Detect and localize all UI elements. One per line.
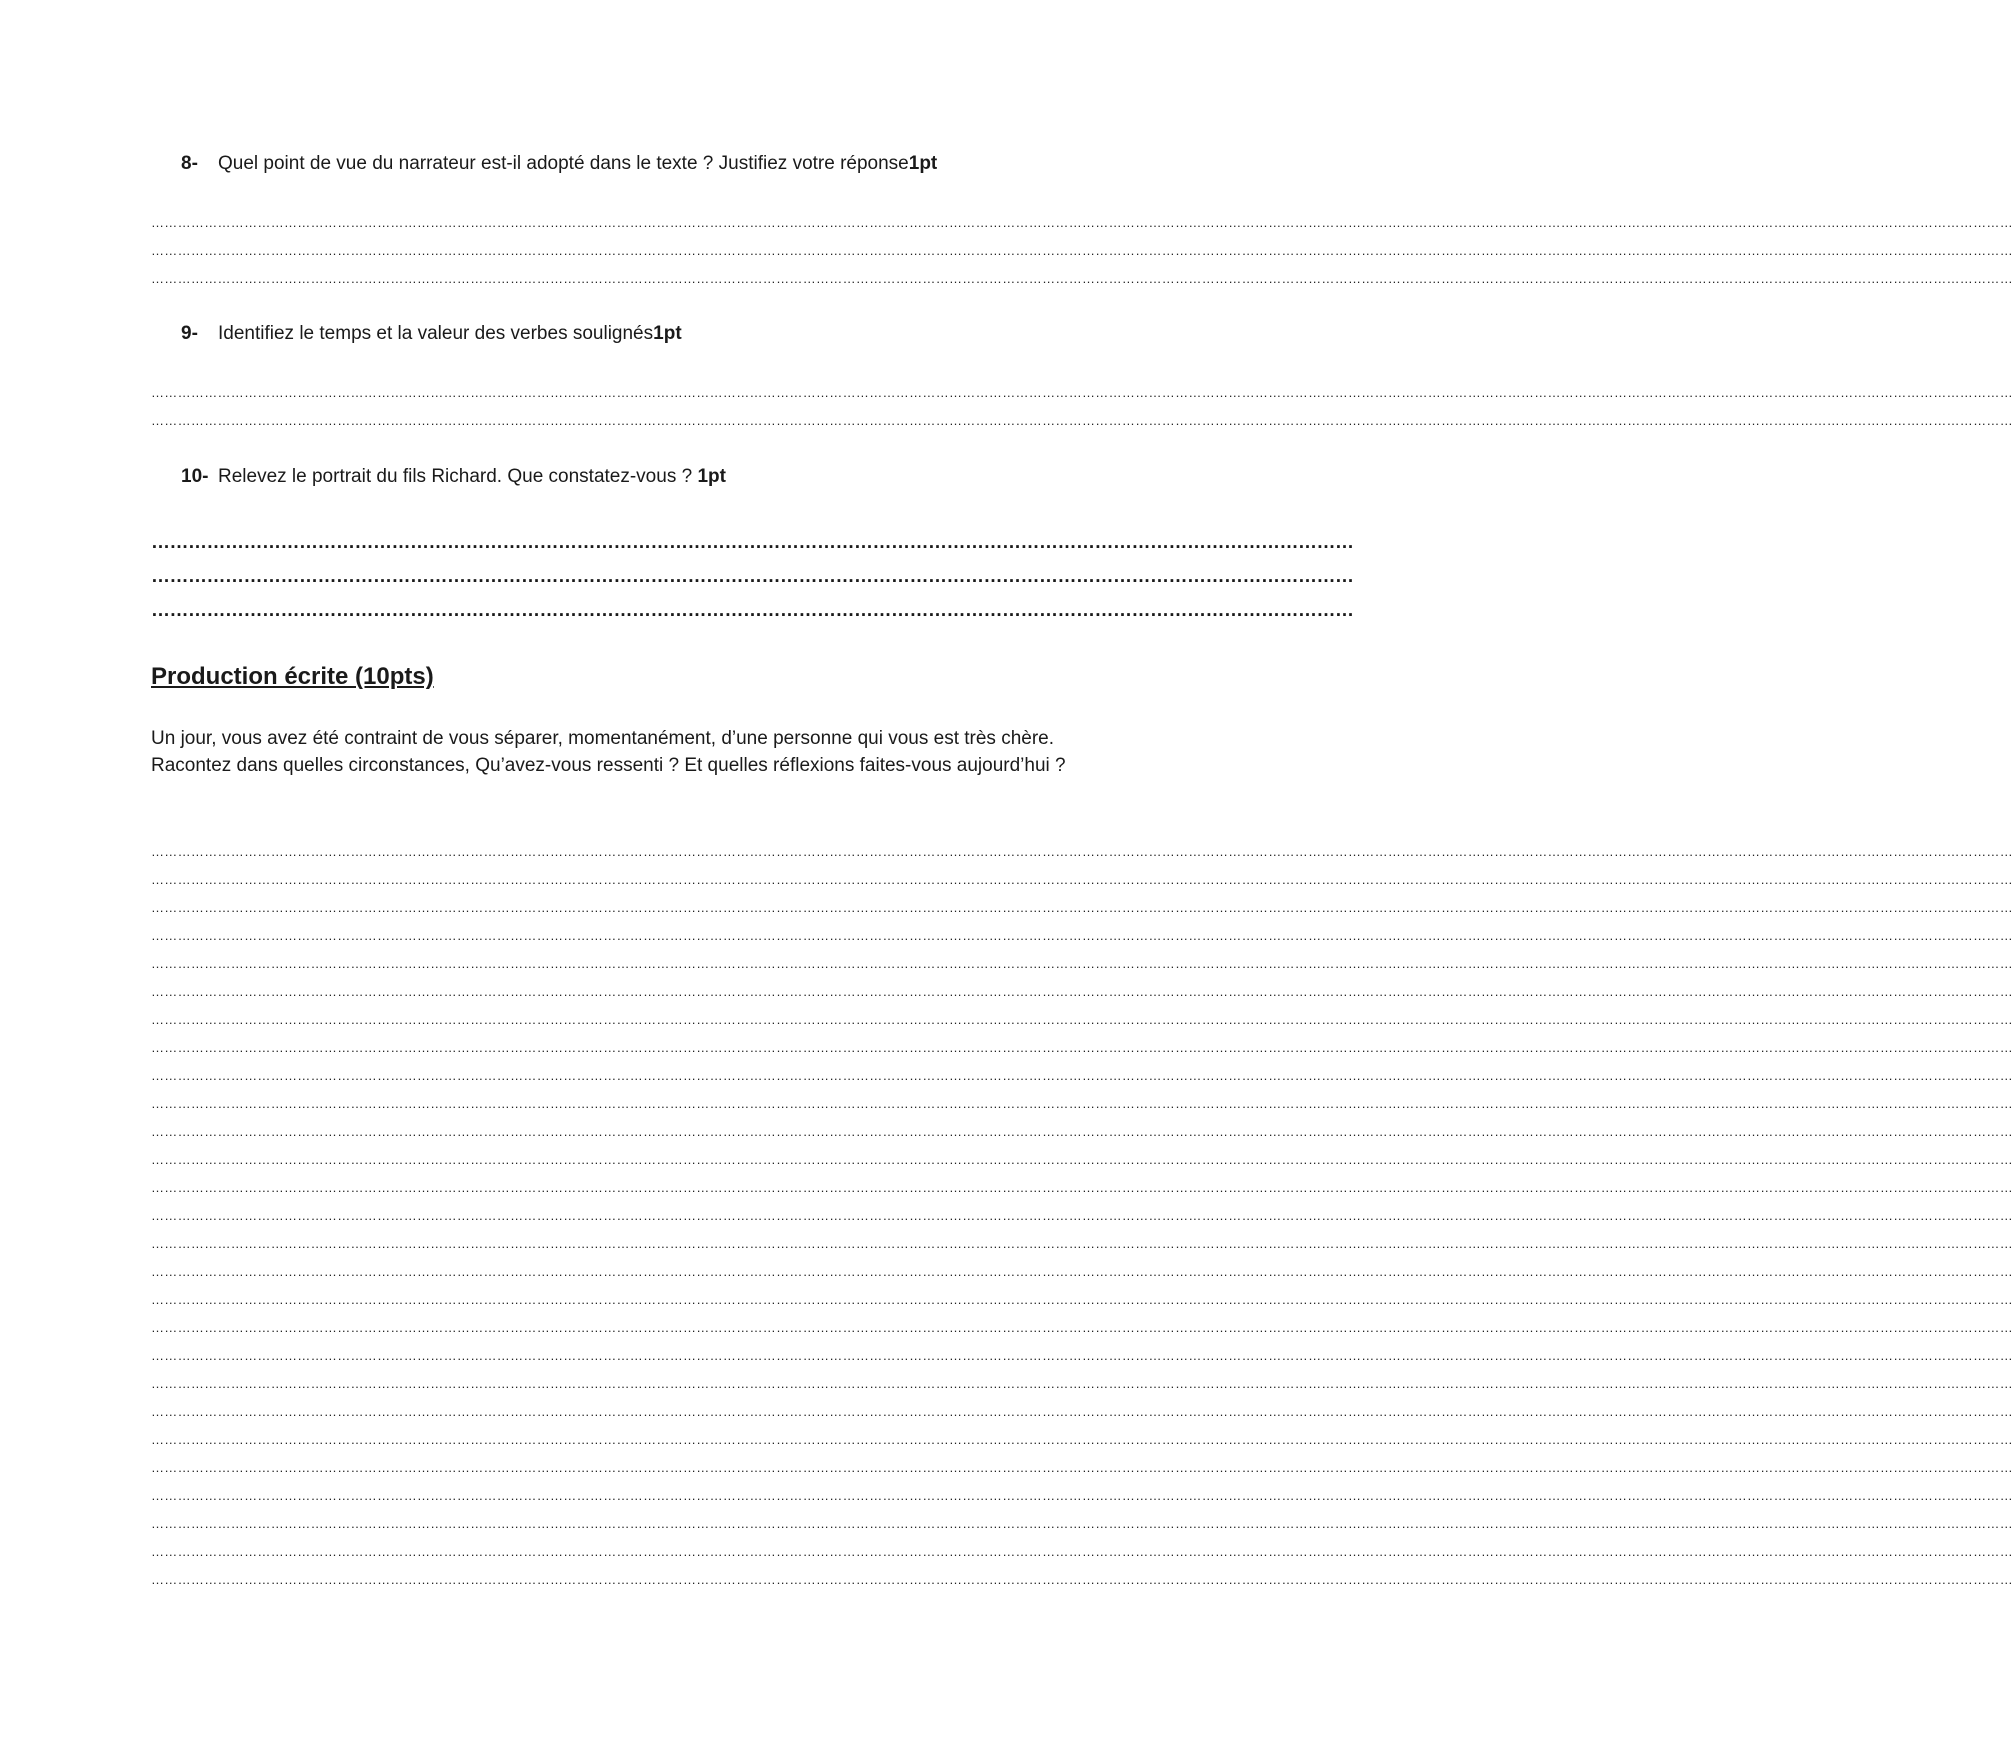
- question-9-text: Identifiez le temps et la valeur des verbes soulignés: [218, 323, 654, 344]
- question-8-points: 1pt: [908, 153, 938, 174]
- answer-line-bold[interactable]: ……………………………………………………………………………………………………………………………………………………………………………: [151, 566, 1354, 587]
- writing-line[interactable]: ……………………………………………………………………………………………………………………………………………………………………………………………………………………………………………………………………………………………………………………………………………………………………………………: [151, 1348, 2013, 1363]
- writing-line[interactable]: ……………………………………………………………………………………………………………………………………………………………………………………………………………………………………………………………………………………………………………………………………………………………………………………: [151, 1096, 2013, 1111]
- answer-line[interactable]: ……………………………………………………………………………………………………………………………………………………………………………………………………………………………………………………………………………………………………………………………………………………………………………………: [151, 271, 2013, 286]
- writing-line[interactable]: ……………………………………………………………………………………………………………………………………………………………………………………………………………………………………………………………………………………………………………………………………………………………………………………: [151, 1068, 2013, 1083]
- question-10-number: 10-: [181, 466, 209, 487]
- answer-line[interactable]: ……………………………………………………………………………………………………………………………………………………………………………………………………………………………………………………………………………………………………………………………………………………………………………………: [151, 385, 2013, 400]
- writing-line[interactable]: ……………………………………………………………………………………………………………………………………………………………………………………………………………………………………………………………………………………………………………………………………………………………………………………: [151, 1544, 2013, 1559]
- section-title-production: Production écrite (10pts): [151, 663, 434, 690]
- writing-line[interactable]: ……………………………………………………………………………………………………………………………………………………………………………………………………………………………………………………………………………………………………………………………………………………………………………………: [151, 1572, 2013, 1587]
- question-9-points: 1pt: [653, 323, 682, 344]
- question-9-number: 9-: [181, 323, 198, 344]
- writing-line[interactable]: ……………………………………………………………………………………………………………………………………………………………………………………………………………………………………………………………………………………………………………………………………………………………………………………: [151, 1152, 2013, 1167]
- answer-line[interactable]: ……………………………………………………………………………………………………………………………………………………………………………………………………………………………………………………………………………………………………………………………………………………………………………………: [151, 413, 2013, 428]
- writing-line[interactable]: ……………………………………………………………………………………………………………………………………………………………………………………………………………………………………………………………………………………………………………………………………………………………………………………: [151, 1040, 2013, 1055]
- question-8-number: 8-: [181, 153, 198, 174]
- writing-prompt: Un jour, vous avez été contraint de vous séparer, momentanément, d’une personne qui vous est très chère. Racontez dans quelles circonstances, Qu’avez-vous ressenti ? Et quelles réflexions faites-vous aujourd’hui ?: [151, 728, 1066, 776]
- writing-line[interactable]: ……………………………………………………………………………………………………………………………………………………………………………………………………………………………………………………………………………………………………………………………………………………………………………………: [151, 1404, 2013, 1419]
- question-8: [181, 152, 937, 176]
- writing-line[interactable]: ……………………………………………………………………………………………………………………………………………………………………………………………………………………………………………………………………………………………………………………………………………………………………………………: [151, 1264, 2013, 1279]
- writing-line[interactable]: ……………………………………………………………………………………………………………………………………………………………………………………………………………………………………………………………………………………………………………………………………………………………………………………: [151, 1124, 2013, 1139]
- writing-line[interactable]: ……………………………………………………………………………………………………………………………………………………………………………………………………………………………………………………………………………………………………………………………………………………………………………………: [151, 1236, 2013, 1251]
- writing-line[interactable]: ……………………………………………………………………………………………………………………………………………………………………………………………………………………………………………………………………………………………………………………………………………………………………………………: [151, 1292, 2013, 1307]
- answer-line[interactable]: ……………………………………………………………………………………………………………………………………………………………………………………………………………………………………………………………………………………………………………………………………………………………………………………: [151, 243, 2013, 258]
- writing-line[interactable]: ……………………………………………………………………………………………………………………………………………………………………………………………………………………………………………………………………………………………………………………………………………………………………………………: [151, 984, 2013, 999]
- writing-line[interactable]: ……………………………………………………………………………………………………………………………………………………………………………………………………………………………………………………………………………………………………………………………………………………………………………………: [151, 1432, 2013, 1447]
- writing-line[interactable]: ……………………………………………………………………………………………………………………………………………………………………………………………………………………………………………………………………………………………………………………………………………………………………………………: [151, 900, 2013, 915]
- writing-line[interactable]: ……………………………………………………………………………………………………………………………………………………………………………………………………………………………………………………………………………………………………………………………………………………………………………………: [151, 1488, 2013, 1503]
- question-10-text: Relevez le portrait du fils Richard. Que constatez-vous ?: [218, 466, 698, 487]
- answer-line-bold[interactable]: ……………………………………………………………………………………………………………………………………………………………………………: [151, 600, 1354, 621]
- writing-line[interactable]: ……………………………………………………………………………………………………………………………………………………………………………………………………………………………………………………………………………………………………………………………………………………………………………………: [151, 1320, 2013, 1335]
- question-8-text: Quel point de vue du narrateur est-il adopté dans le texte ? Justifiez votre réponse: [218, 153, 909, 174]
- answer-line-bold[interactable]: ……………………………………………………………………………………………………………………………………………………………………………: [151, 532, 1354, 553]
- writing-line[interactable]: ……………………………………………………………………………………………………………………………………………………………………………………………………………………………………………………………………………………………………………………………………………………………………………………: [151, 844, 2013, 859]
- question-10-points: 1pt: [697, 466, 726, 487]
- writing-line[interactable]: ……………………………………………………………………………………………………………………………………………………………………………………………………………………………………………………………………………………………………………………………………………………………………………………: [151, 956, 2013, 971]
- writing-line[interactable]: ……………………………………………………………………………………………………………………………………………………………………………………………………………………………………………………………………………………………………………………………………………………………………………………: [151, 1180, 2013, 1195]
- writing-line[interactable]: ……………………………………………………………………………………………………………………………………………………………………………………………………………………………………………………………………………………………………………………………………………………………………………………: [151, 872, 2013, 887]
- writing-line[interactable]: ……………………………………………………………………………………………………………………………………………………………………………………………………………………………………………………………………………………………………………………………………………………………………………………: [151, 1012, 2013, 1027]
- question-9: [181, 322, 682, 346]
- writing-line[interactable]: ……………………………………………………………………………………………………………………………………………………………………………………………………………………………………………………………………………………………………………………………………………………………………………………: [151, 928, 2013, 943]
- question-10: [181, 465, 726, 489]
- writing-line[interactable]: ……………………………………………………………………………………………………………………………………………………………………………………………………………………………………………………………………………………………………………………………………………………………………………………: [151, 1516, 2013, 1531]
- writing-line[interactable]: ……………………………………………………………………………………………………………………………………………………………………………………………………………………………………………………………………………………………………………………………………………………………………………………: [151, 1376, 2013, 1391]
- writing-line[interactable]: ……………………………………………………………………………………………………………………………………………………………………………………………………………………………………………………………………………………………………………………………………………………………………………………: [151, 1208, 2013, 1223]
- writing-line[interactable]: ……………………………………………………………………………………………………………………………………………………………………………………………………………………………………………………………………………………………………………………………………………………………………………………: [151, 1460, 2013, 1475]
- answer-line[interactable]: ……………………………………………………………………………………………………………………………………………………………………………………………………………………………………………………………………………………………………………………………………………………………………………………: [151, 215, 2013, 230]
